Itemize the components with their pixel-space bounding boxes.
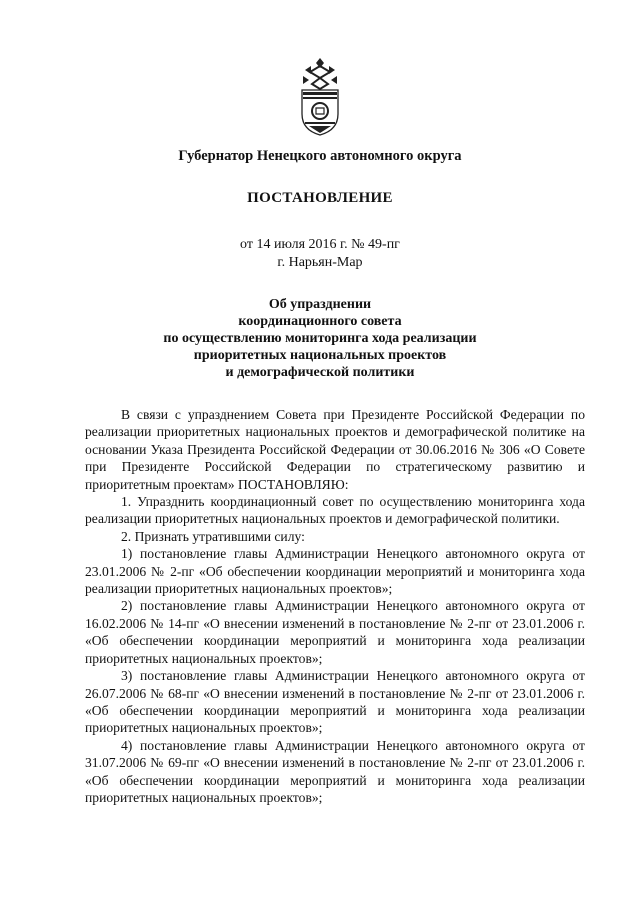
title-line: приоритетных национальных проектов <box>193 348 447 363</box>
document-title <box>0 296 640 381</box>
document-city: г. Нарьян-Мар <box>277 255 363 270</box>
title-line: по осуществлению мониторинга хода реализации <box>163 331 477 346</box>
list-item: 3) постановление главы Администрации Ненецкого автономного округа от 26.07.2006 № 68-пг «О внесении изменений в постановление № 2-пг от 23.01.2006 г. «Об обеспечении координации мероприятий и мониторинга хода реализации приоритетных национальных проектов»; <box>85 668 585 736</box>
clause-paragraph: 1. Упразднить координационный совет по осуществлению мониторинга хода реализации приоритетных национальных проектов и демографической политики. <box>85 494 585 527</box>
document-type: ПОСТАНОВЛЕНИЕ <box>247 190 393 206</box>
clause-paragraph: 2. Признать утратившими силу: <box>121 528 305 544</box>
governor-heading: Губернатор Ненецкого автономного округа <box>178 148 462 164</box>
title-line: и демографической политики <box>225 365 415 380</box>
title-line: координационного совета <box>238 314 402 329</box>
list-item: 4) постановление главы Администрации Ненецкого автономного округа от 31.07.2006 № 69-пг «О внесении изменений в постановление № 2-пг от 23.01.2006 г. «Об обеспечении координации мероприятий и мониторинга хода реализации приоритетных национальных проектов»; <box>85 737 585 805</box>
list-item: 2) постановление главы Администрации Ненецкого автономного округа от 16.02.2006 № 14-пг «О внесении изменений в постановление № 2-пг от 23.01.2006 г. «Об обеспечении координации мероприятий и мониторинга хода реализации приоритетных национальных проектов»; <box>85 598 585 666</box>
document-date-number: от 14 июля 2016 г. № 49-пг <box>240 237 400 252</box>
preamble-paragraph: В связи с упразднением Совета при Президенте Российской Федерации по реализации приоритетных национальных проектов и демографической политике на основании Указа Президента Российской Федерации от 30.06.2016 № 306 «О Совете при Президенте Российской Федерации по стратегическому развитию и приоритетным проектам» ПОСТАНОВЛЯЮ: <box>85 407 585 492</box>
document-body <box>85 406 585 806</box>
title-line: Об упразднении <box>268 297 372 312</box>
list-item: 1) постановление главы Администрации Ненецкого автономного округа от 23.01.2006 № 2-пг «Об обеспечении координации мероприятий и мониторинга хода реализации приоритетных национальных проектов»; <box>85 546 585 597</box>
coat-of-arms-icon <box>299 58 341 136</box>
